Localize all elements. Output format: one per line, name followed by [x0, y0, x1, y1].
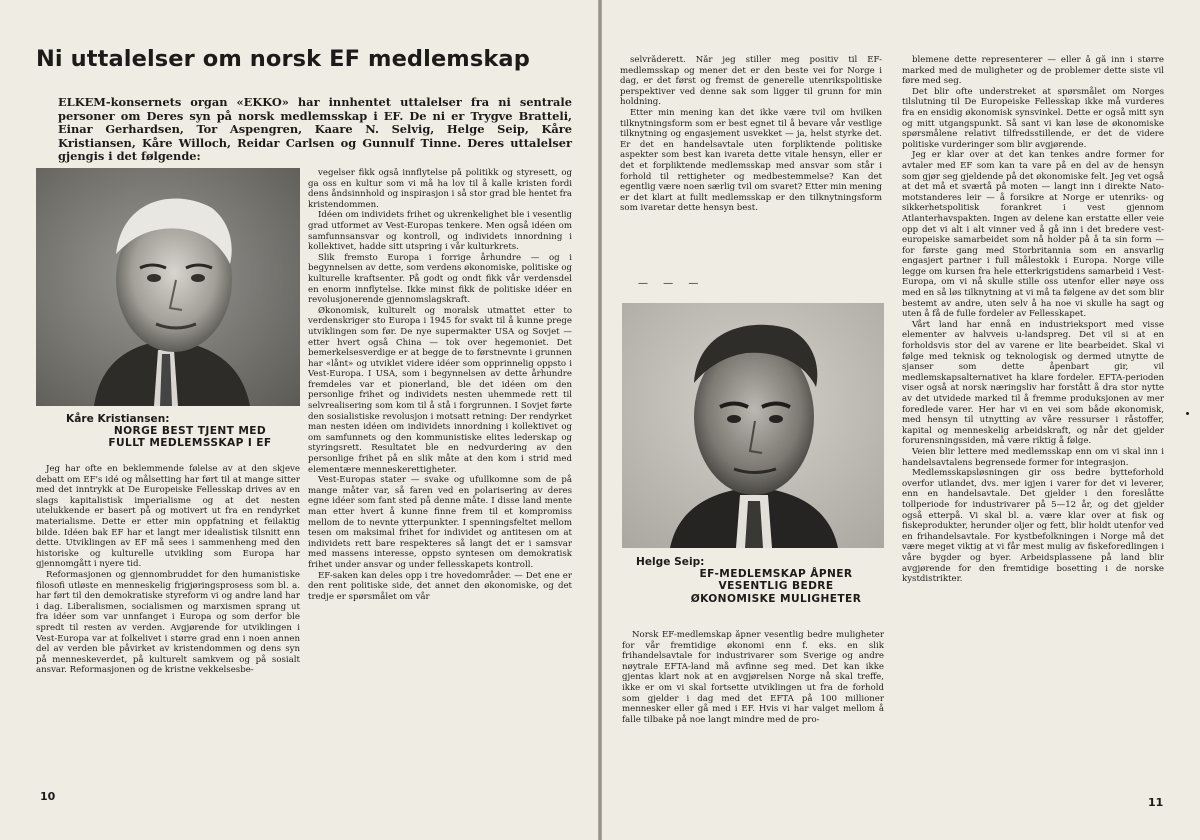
- section-divider: — — —: [638, 278, 705, 289]
- portrait-photo-kristiansen: [36, 168, 300, 406]
- paragraph: Økonomisk, kulturelt og moralsk utmattet etter to verdenskriger sto Europa i 1945 for svakt til å kunne prege utviklingen som før. De nye supermakter USA og Sovjet — etter hvert også China — tok over hegemoniet. Det bemerkelsesverdige er at begge de to førstnevnte i grunnen har «lånt» og utviklet videre idéer som opprinnelig oppsto i Vest-Europa. I USA, som i begynnelsen av dette århundre fremdeles var et pionerland, ble det idéen om den personlige frihet og individets nesten uhemmede rett til selvrealisering som kom til å stå i forgrunnen. I Sovjet førte den sosialistiske revolusjon i motsatt retning: Der rendyrket man nesten idéen om individets innordning i kollektivet og om samfunnets og den kommunistiske elites lederskap og styringsrett. Resultatet ble en nedvurdering av den personlige frihet på en slik måte at den kom i strid med elementære menneskerettigheter.: [308, 305, 572, 475]
- paragraph: Etter min mening kan det ikke være tvil om hvilken tilknytningsform som er best egnet til å bevare vår vestlige tilknytning og engasjement usvekket — ja, helst styrke det. Er det en handelsavtale uten forpliktende politiske aspekter som best kan ivareta dette vitale hensyn, eller er det et forpliktende medlemsskap med ansvar som står i forhold til rettigheter og medbestemmelse? Kan det egentlig være noen særlig tvil om svaret? Etter min mening er det klart at fullt medlemsskap er den tilknytningsform som ivaretar dette hensyn best.: [620, 107, 882, 214]
- paragraph: Det blir ofte understreket at spørsmålet om Norges tilslutning til De Europeiske Fellesskap ikke må vurderes fra en ensidig økonomisk synsvinkel. Dette er også mitt syn og mitt utgangspunkt. Så sant vi kan løse de økonomiske spørsmålene relativt tilfredsstillende, er det de videre politiske vurderinger som blir avgjørende.: [902, 86, 1164, 150]
- page-headline: Ni uttalelser om norsk EF medlemskap: [36, 46, 530, 72]
- paragraph: Vest-Europas stater — svake og ufullkomne som de på mange måter var, så faren ved en polarisering av deres egne idéer som fant sted på denne måte. I disse land mente man etter hvert å kunne finne frem til et kompromiss mellom de to nevnte ytterpunkter. I spenningsfeltet mellom tesen om maksimal frihet for individet og antitesen om at individets rett bare respekteres så langt det er i samsvar med massens interesse, oppsto syntesen om demokratisk frihet under ansvar og under fellesskapets kontroll.: [308, 475, 572, 570]
- paragraph: Reformasjonen og gjennombruddet for den humanistiske filosofi utløste en menneskelig frigjøringsprosess som bl. a. har ført til den demokratiske styreform vi og andre land har i dag. Liberalismen, socialismen og marxismen sprang ut fra idéer som var unnfanget i Europa og som derfor ble spredt til resten av verden. Avgjørende for utviklingen i Vest-Europa var at folkelivet i større grad enn i noen annen del av verden ble påvirket av kristendommen og dens syn på menneskeverdet, på kulturelt samkvem og på sosialt ansvar. Reformasjonen og de kristne vekkelsesbe-: [36, 569, 300, 676]
- caption-line: VESENTLIG BEDRE: [718, 580, 834, 593]
- caption-line: EF-MEDLEMSKAP ÅPNER: [699, 568, 853, 580]
- caption-name-kristiansen: Kåre Kristiansen:: [66, 413, 170, 425]
- caption-line: NORGE BEST TJENT MED: [113, 425, 267, 437]
- caption-headline-seip: [668, 568, 884, 605]
- paragraph: vegelser fikk også innflytelse på politikk og styresett, og ga oss en kultur som vi må ha lov til å kalle kristen fordi dens åndsinnhold og inspirasjon i så stor grad ble hentet fra kristendommen.: [308, 168, 572, 210]
- page-number: 10: [40, 790, 56, 803]
- paragraph: Slik fremsto Europa i forrige århundre — og i begynnelsen av dette, som verdens økonomiske, politiske og kulturelle kraftsenter. På godt og ondt fikk vår verdensdel en enorm innflytelse. Ikke minst fikk de politiske idéer en revolusjonerende gjennomslagskraft.: [308, 252, 572, 306]
- article-column-3: [620, 55, 882, 295]
- print-dot: [1186, 412, 1189, 415]
- left-page: [0, 0, 598, 840]
- portrait-photo-seip: [622, 303, 884, 548]
- portrait-seip-icon: [622, 303, 884, 548]
- right-page: [602, 0, 1200, 840]
- paragraph: Jeg er klar over at det kan tenkes andre former for avtaler med EF som kan ta vare på en del av de hensyn som gjør seg gjeldende på det økonomiske felt. Jeg vet også at det må et sværtå på moten — langt inn i direkte Nato-motstanderes leir — å forsikre at Norge er utenriks- og sikkerhetspolitisk forankret i vest gjennom Atlanterhavspakten. Ingen av delene kan erstatte eller veie opp det vi alt i alt vinner ved å gå inn i det bredere vest-europeiske samarbeidet som nå holder på å ta sin form — for første gang med Storbritannia som en ansvarlig engasjert partner i full målestokk i Europa. Norge ville legge om kursen fra hele etterkrigstidens samarbeid i Vest-Europa, om vi nå skulle stille oss utenfor eller nøye oss med en så løs tilknytning at vi må ta følgene av det som blir bestemt av andre, uten selv å ha noe vi skulle ha sagt og uten å få de fulle fordeler av Fellesskapet.: [902, 150, 1164, 320]
- article-column-3-lower: [622, 630, 884, 780]
- page-number: 11: [1148, 796, 1164, 809]
- paragraph: Jeg har ofte en beklemmende følelse av at den skjeve debatt om EF's idé og målsetting har ført til at mange sitter med det inntrykk at De Europeiske Fellesskap drives av en slags kapitalistisk imperialisme og at det nesten utelukkende er basert på og motivert ut fra en rendyrket materialisme. Dette er etter min oppfatning et feilaktig bilde. Idéen bak EF har et langt mer idealistisk tilsnitt enn dette. Utviklingen av EF må sees i sammenheng med den historiske og kulturelle utvikling som Europa har gjennomgått i nyere tid.: [36, 464, 300, 570]
- caption-name-seip: Helge Seip:: [636, 556, 705, 568]
- article-column-2: [308, 168, 572, 790]
- paragraph: blemene dette representerer — eller å gå inn i større marked med de muligheter og de problemer dette siste vil føre med seg.: [902, 55, 1164, 87]
- paragraph: Norsk EF-medlemskap åpner vesentlig bedre muligheter for vår fremtidige økonomi enn f. eks. en slik frihandelsavtale for industrivarer som Sverige og andre nøytrale EFTA-land må avfinne seg med. Det kan ikke gjentas klart nok at en avgjørelsen Norge nå skal treffe, ikke er om vi skal fortsette utviklingen ut fra de forhold som gjelder i dag med det EFTA på 100 millioner mennesker eller gå med i EF. Hvis vi har valget mellom å falle tilbake på noe langt mindre med de pro-: [622, 630, 884, 725]
- caption-line: ØKONOMISKE MULIGHETER: [690, 592, 862, 605]
- article-column-4: [902, 55, 1164, 790]
- paragraph: EF-saken kan deles opp i tre hovedområder. — Det ene er den rent politiske side, det annet den økonomiske, og det tredje er spørsmålet om vår: [308, 570, 572, 602]
- caption-headline-kristiansen: [80, 425, 300, 450]
- paragraph: Veien blir lettere med medlemsskap enn om vi skal inn i handelsavtalens begrensede former for integrasjon.: [902, 446, 1164, 468]
- intro-paragraph: ELKEM-konsernets organ «EKKO» har innhentet uttalelser fra ni sentrale personer om Deres syn på norsk medlemsskap i EF. De ni er Trygve Bratteli, Einar Gerhardsen, Tor Aspengren, Kaare N. Selvig, Helge Seip, Kåre Kristiansen, Kåre Willoch, Reidar Carlsen og Gunnulf Tinne. Deres uttalelser gjengis i det følgende:: [58, 95, 572, 164]
- paragraph: Medlemsskapsløsningen gir oss bedre bytteforhold overfor utlandet, dvs. mer igjen i varer for det vi leverer, enn en handelsavtale. Det gjelder i den foreslåtte tollperiode for industrivarer på 5—12 år, og det gjelder også etterpå. Vi skal bl. a. være klar over at fisk og fiskeprodukter, herunder oljer og fett, blir holdt utenfor ved en frihandelsavtale. For kystbefolkningen i Norge må det være meget viktig at vi får mest mulig av fiskeforedlingen i våre bygder og byer. Arbeidsplassene på land blir avgjørende for den fremtidige bosetting i de norske kystdistrikter.: [902, 468, 1164, 585]
- caption-line: FULLT MEDLEMSSKAP I EF: [108, 437, 272, 450]
- article-column-1: [36, 464, 300, 784]
- paragraph: Vårt land har ennå en industrieksport med visse elementer av halvveis u-landspreg. Det vil si at en forholdsvis stor del av varene er lite bearbeidet. Skal vi følge med teknisk og teknologisk og dermed utnytte de sjanser som dette åpenbart gir, vil medlemskapsalternativet ha klare fordeler. EFTA-perioden viser også at norsk næringsliv har forstått å dra stor nytte av det utvidede marked til å fremme produksjonen av mer foredlede varer. Her har vi en vei som både økonomisk, med hensyn til utnytting av våre ressurser i råstoffer, kapital og menneskelig arbeidskraft, og når det gjelder forurensningssiden, må være riktig å følge.: [902, 319, 1164, 447]
- paragraph: selvråderett. Når jeg stiller meg positiv til EF-medlemsskap og mener det er den beste vei for Norge i dag, er det først og fremst de generelle utenrikspolitiske perspektiver ved denne sak som ligger til grunn for min holdning.: [620, 55, 882, 108]
- portrait-kristiansen-icon: [36, 168, 300, 406]
- paragraph: Idéen om individets frihet og ukrenkelighet ble i vesentlig grad utformet av Vest-Europas tenkere. Men også idéen om samfunnsansvar og kontroll, og individets innordning i kollektivet, hadde sitt utspring i vår kulturkrets.: [308, 210, 572, 253]
